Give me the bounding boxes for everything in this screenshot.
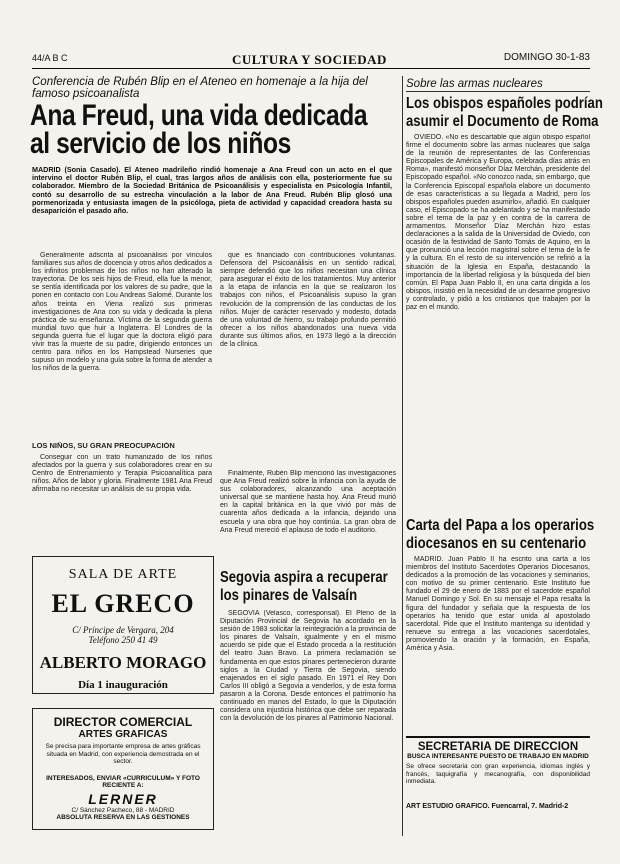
ad-secretaria-title: SECRETARIA DE DIRECCION (417, 741, 579, 753)
ad-greco-inauguration: Día 1 inauguración (78, 679, 168, 691)
segovia-body-text: SEGOVIA (Velasco, corresponsal). El Pleno de la Diputación Provincial de Segovia ha acordado en la sesión de 1983 solicitar la reintegración a la provincia de los pinares de Valsaín, igualmente y en el mismo acuerdo se pide que el Estado proceda a la restitución del teatro Juan Bravo. La primera reclamación se fundamenta en que estos pinares pertenecieron durante siglos a la Ciudad y Tierra de Segovia, siendo enajenados en el siglo pasado. En 1971 el Rey Don Carlos III obligó a Segovia a venderlos, y de esta forma pasaron a la Corona. Desde entonces el patrimonio ha continuado en manos del Estado, lo que la Diputación considera una injusticia histórica que debe ser reparada con la devolución de los pinares al Patrimonio Nacional. (220, 610, 396, 723)
obispos-headline-line1: Los obispos españoles podrían (406, 95, 603, 112)
freud-col1b-text: Conseguir con un trato humanizado de los niños afectados por la guerra y sus colaboradores crear en su Centro de Entrenamiento y Terapia Psicoanalítica para niños. Años de labor y gloria. Finalmente 1981 Ana Freud afirmaba no necesitar un análisis de su propia vida. (32, 454, 212, 494)
section-title: CULTURA Y SOCIEDAD (232, 52, 387, 67)
freud-col2-text: que es financiado con contribuciones voluntarias. Defensora del Psicoanálisis en un sentido radical, siempre defendió que los niños necesitan una clínica para asegurar el éxito de los tratamientos. Muy anterior a la etapa de infancia en la que se realizaron los trabajos con niños, el Psicoanálisis supuso la gran revolución de la comprensión de las conductas de los niños. Mujer de carácter reservado y modesto, dotada de una voluntad de hierro, su trabajo profundo permitió ofrecer a los niños abandonados una nueva vida durante sus últimos años, en 1973 llegó a la dirección de la clínica. (220, 252, 396, 349)
carta-body (406, 556, 590, 730)
ad-director-subtitle: ARTES GRAFICAS (78, 729, 168, 740)
freud-subhead: LOS NIÑOS, SU GRAN PREOCUPACIÓN (32, 442, 175, 450)
ad-secretaria-sub: BUSCA INTERESANTE PUESTO DE TRABAJO EN MADRID (407, 753, 589, 760)
freud-col1b (32, 454, 212, 498)
ad-el-greco (32, 556, 214, 694)
obispos-body-text: OVIEDO. «No es descartable que algún obispo español firme el documento sobre las armas nucleares que salga de la reunión de representantes de las Conferencias Episcopales de América y Europa, celebrada días atrás en Roma», manifestó monseñor Díaz Merchán, presidente del Episcopado español. «No conozco nada, sin embargo, que la Conferencia Episcopal española elabore un documento de esas características a su llegada a Madrid, pero los obispos españoles pueden asumirlo», añadió. En cualquier caso, el Episcopado se ha adelantado y se ha manifestado sobre el tema de la paz y en contra de la carrera de armamentos. Monseñor Díaz Merchán hizo estas declaraciones a la salida de la Universidad de Oviedo, con ocasión de la festividad de Santo Tomás de Aquino, en la que pronunció una lección magistral sobre el tema de la fe y la cultura. En el resto de su intervención se refirió a la situación de la Iglesia en España, destacando la importancia de la libertad religiosa y la búsqueda del bien común. El Papa Juan Pablo II, en una carta dirigida a los obispos, insistió en la necesidad de un desarme progresivo y controlado, y pidió a los cristianos que trabajen por la paz en el mundo. (406, 134, 590, 311)
ad-greco-line1: SALA DE ARTE (68, 567, 178, 582)
ad-greco-artist: ALBERTO MORAGO (39, 653, 207, 672)
ad-director-reserve: ABSOLUTA RESERVA EN LAS GESTIONES (56, 814, 190, 821)
obispos-kicker: Sobre las armas nucleares (406, 78, 543, 90)
ad-greco-name: EL GRECO (51, 589, 195, 618)
freud-col2b (220, 470, 396, 560)
ad-secretaria (406, 736, 590, 832)
page-date: DOMINGO 30-1-83 (503, 52, 590, 63)
column-divider (402, 76, 403, 836)
ad-director-interest: INTERESADOS, ENVIAR «CURRICULUM» Y FOTO RECIENTE A: (46, 775, 200, 789)
ad-greco-address: C/ Príncipe de Vergara, 204 (72, 625, 174, 635)
ad-greco-phone: Teléfono 250 41 49 (88, 635, 158, 645)
ad-director-company: LERNER (88, 791, 158, 807)
obispos-headline-line2: asumir el Documento de Roma (406, 113, 599, 130)
freud-col2b-text: Finalmente, Rubén Blip mencionó las investigaciones que Ana Freud realizó sobre la infancia con la ayuda de sus colaboradores, alcanzando una aceptación universal que se mantiene hasta hoy. Ana Freud murió en la capital británica en la que vivió por más de cuarenta años dedicada a la infancia, dejando una escuela y una obra que hoy continúa. La gran obra de Ana Freud mereció el aplauso de todo el auditorio. (220, 470, 396, 534)
segovia-headline-line2: los pinares de Valsaín (220, 587, 358, 604)
freud-col1-text: Generalmente adscrita al psicoanálisis por vínculos familiares sus años de docencia y otros años dedicados a los infinitos problemas de los niños no han alterado la trayectoria. De los seis hijos de Freud, ella fue la menor, se sentía identificada por los valores de su padre, que la ponen en contacto con Lou Andreas Salomé. Durante los años treinta en Viena realizó sus primeras investigaciones de Ana con su vida y dedicada la plena práctica de su enseñanza. Víctima de la segunda guerra mundial tuvo que huir a Inglaterra. El Londres de la segunda guerra fue el lugar que la doctora eligió para vivir tras la muerte de su padre, dirigiendo entonces un centro para niños en los Hampstead Nurseries que supuso un modelo y una guía sobre la forma de atender a los niños de la guerra. (32, 252, 212, 373)
segovia-headline-line1: Segovia aspira a recuperar (220, 569, 388, 586)
ad-secretaria-body: Se ofrece secretaria con gran experiencia, idiomas inglés y francés, taquigrafía y mecanografía, con disponibilidad inmediata. (406, 763, 590, 785)
freud-headline-line2: al servicio de los niños (30, 127, 291, 160)
ad-director-comercial (32, 708, 214, 830)
freud-lead: MADRID (Sonia Casado). El Ateneo madrileño rindió homenaje a Ana Freud con un acto en el que intervino el doctor Rubén Blip, el cual, tras largos años de análisis con ella, posteriormente fue su colaborador. Miembro de la Sociedad Británica de Psicoanálisis y especialista en Psicología Infantil, contó su desarrollo de su estrecha vinculación a la labor de Ana Freud. Rubén Blip glosó una pormenorizada y entusiasta imagen de la psicóloga, pieta de actividad y capacidad creadora hasta su desaparición el pasado año. (32, 166, 392, 216)
ad-director-title: DIRECTOR COMERCIAL (53, 715, 193, 729)
page-header (32, 50, 590, 69)
carta-body-text: MADRID. Juan Pablo II ha escrito una carta a los miembros del Instituto Sacerdotes Operarios Diocesanos, dedicados a la promoción de las vocaciones y seminarios, con motivo de su primer centenario. Este Instituto fue fundado el 29 de enero de 1883 por el sacerdote español Manuel Domingo y Sol. En su mensaje el Papa resalta la figura del fundador y señala que la respuesta de los operarios ha tenido que estar unida al apostolado sacerdotal. Pide que el Instituto mantenga su identidad y renueve su entrega a las vocaciones sacerdotales, promoviendo la oración y la formación, en España, América y Asia. (406, 556, 590, 653)
freud-kicker: Conferencia de Rubén Blip en el Ateneo en homenaje a la hija del famoso psicoanalista (32, 76, 368, 100)
ad-secretaria-contact: ART ESTUDIO GRAFICO. Fuencarral, 7. Madrid-2 (406, 803, 569, 810)
freud-col1 (32, 252, 212, 440)
carta-headline-line2: diocesanos en su centenario (406, 535, 587, 552)
freud-headline-line1: Ana Freud, una vida dedicada (30, 99, 368, 132)
segovia-body (220, 610, 396, 836)
page-number: 44/A B C (32, 53, 68, 63)
ad-director-address: C/ Sánchez Pacheco, 88 - MADRID (71, 807, 175, 814)
carta-headline-line1: Carta del Papa a los operarios (406, 517, 595, 534)
ad-director-body: Se precisa para importante empresa de artes gráficas situada en Madrid, con experiencia demostrada en el sector. (45, 743, 201, 765)
obispos-body (406, 134, 590, 510)
obispos-rule (406, 91, 590, 92)
